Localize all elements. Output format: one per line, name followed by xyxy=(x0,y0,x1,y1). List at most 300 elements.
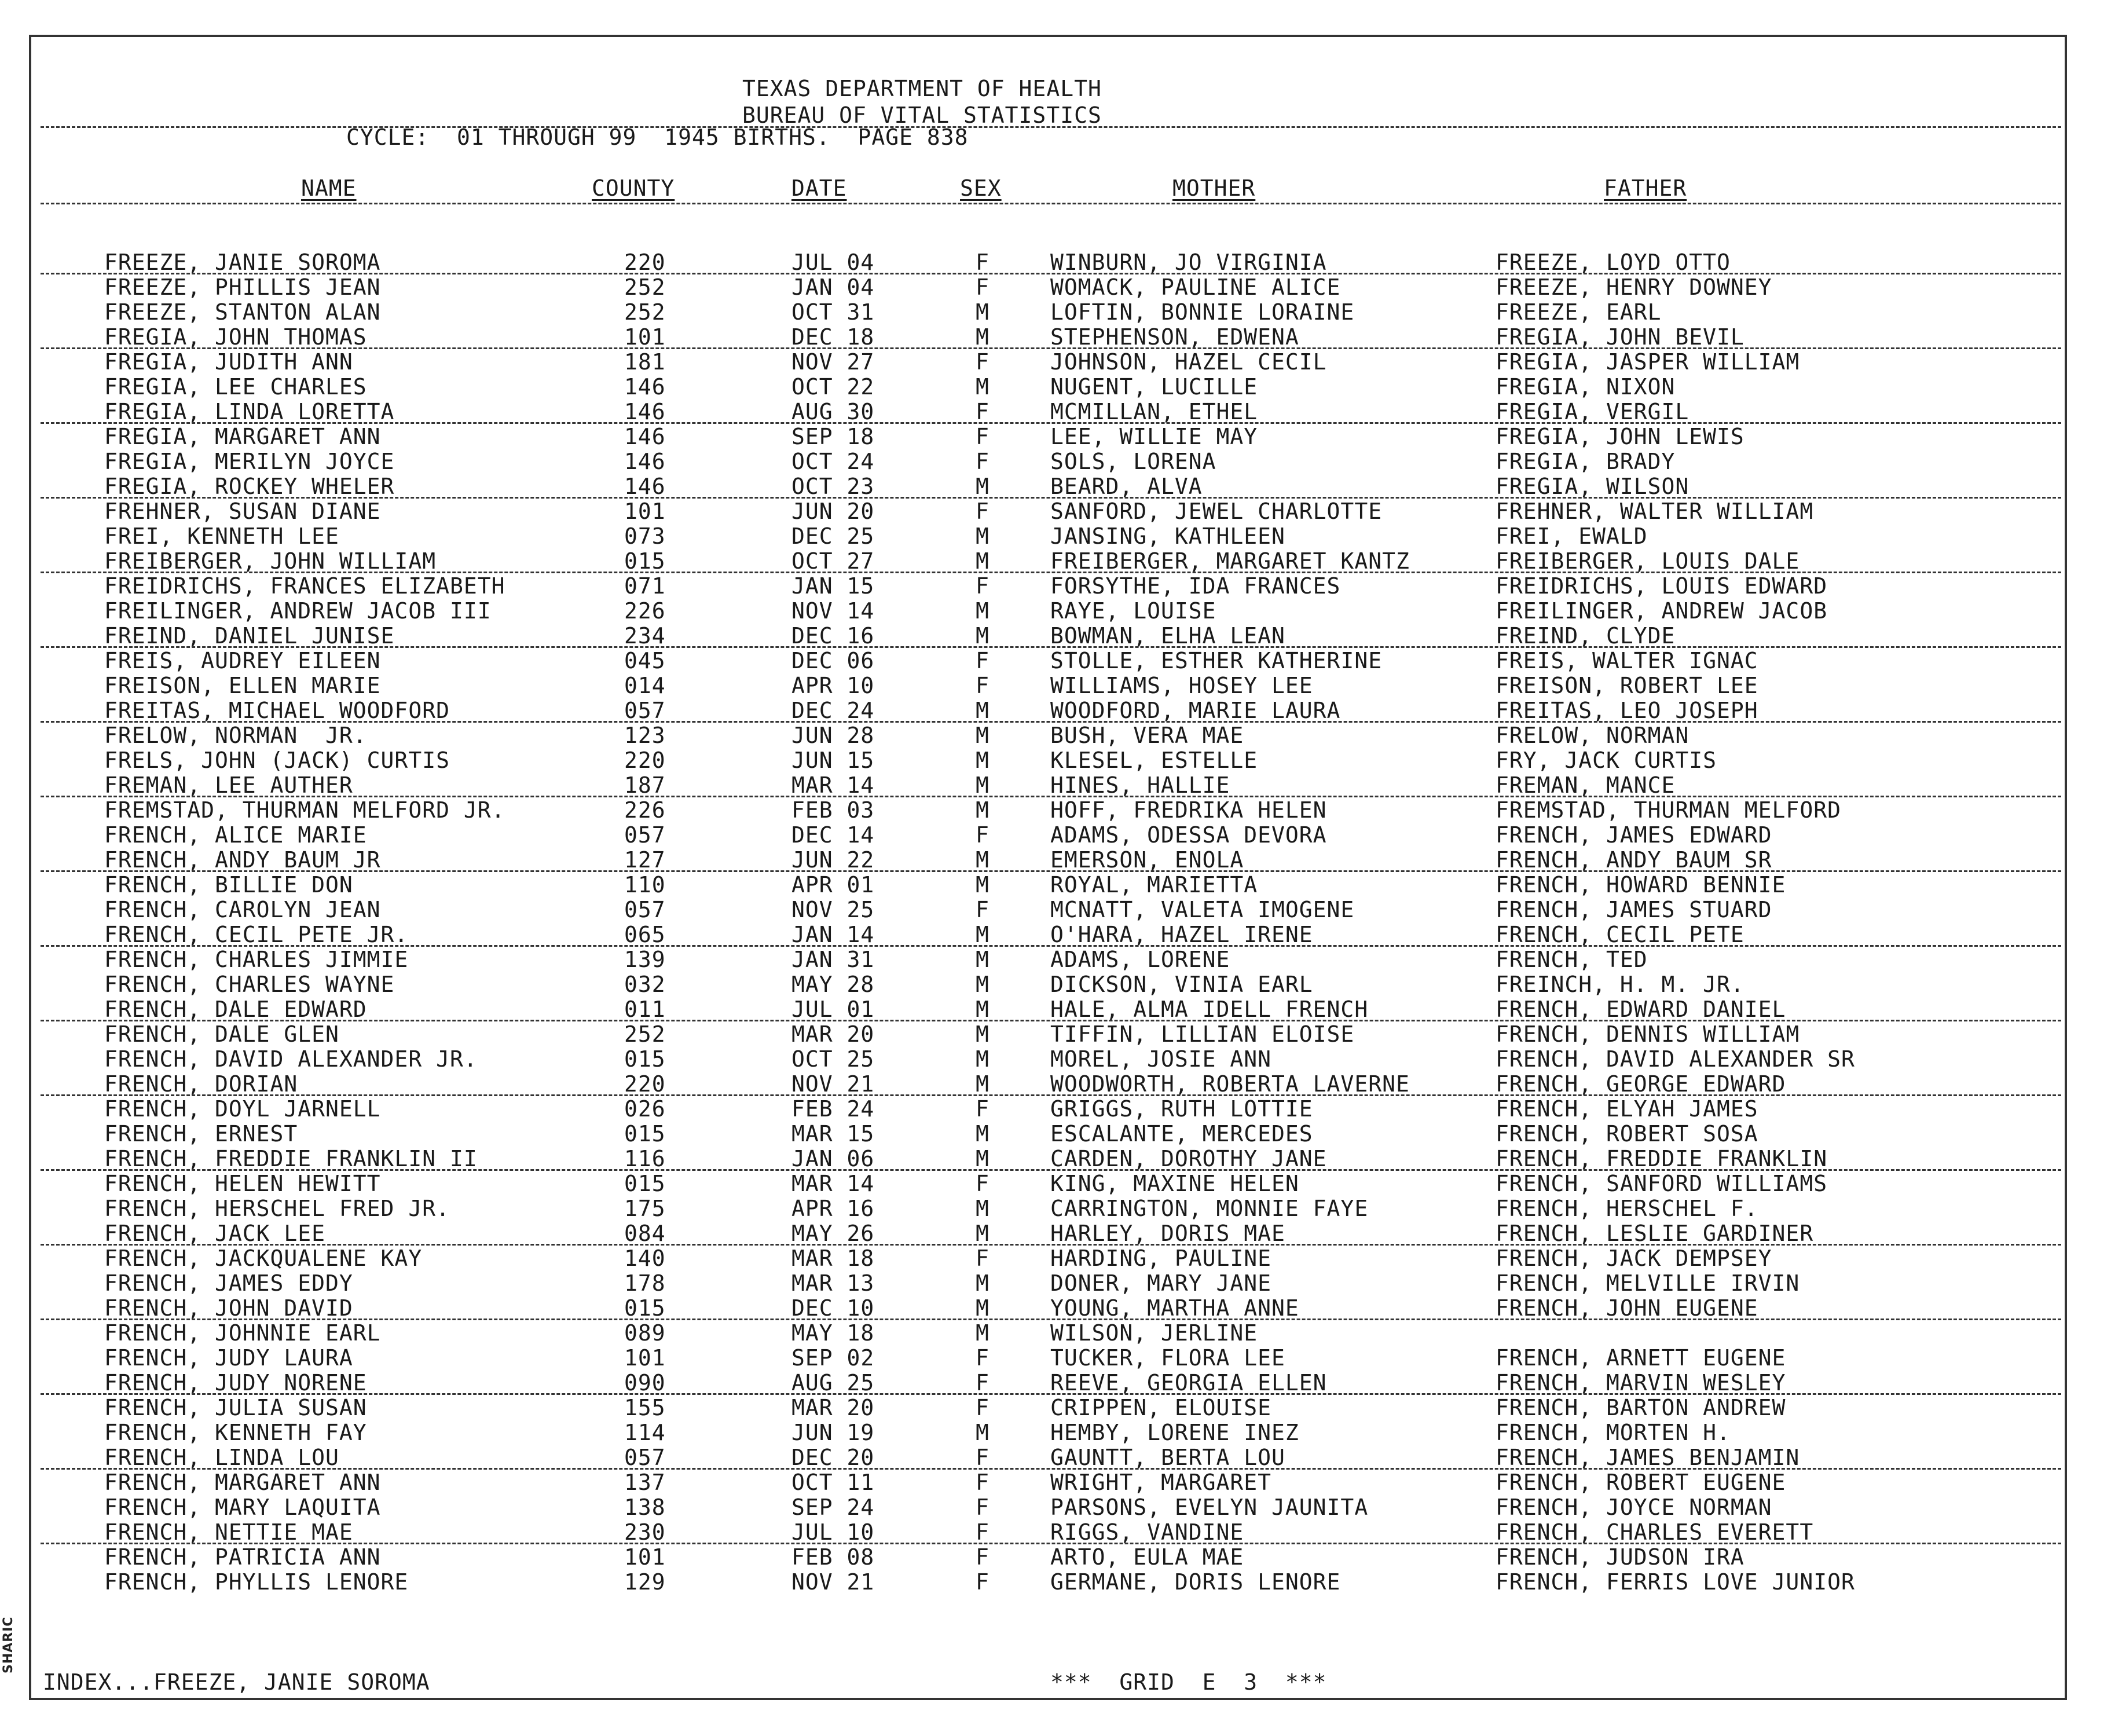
record-sex: M xyxy=(976,623,989,649)
record-date: JUN 19 xyxy=(791,1420,875,1445)
record-row xyxy=(0,250,2111,275)
record-row xyxy=(0,1396,2111,1420)
record-father: FRENCH, EDWARD DANIEL xyxy=(1496,997,1786,1022)
record-county: 146 xyxy=(624,399,666,424)
margin-stamp: SHARIC xyxy=(1,1616,16,1673)
record-sex: F xyxy=(976,1445,989,1470)
record-name: FREGIA, JOHN THOMAS xyxy=(104,324,367,350)
record-name: FRENCH, PATRICIA ANN xyxy=(104,1544,381,1570)
record-father: FRENCH, JAMES STUARD xyxy=(1496,897,1772,922)
record-father: FREMSTAD, THURMAN MELFORD xyxy=(1496,797,1841,823)
record-county: 138 xyxy=(624,1495,666,1520)
record-name: FREIBERGER, JOHN WILLIAM xyxy=(104,548,437,574)
record-row xyxy=(0,599,2111,624)
record-name: FREMAN, LEE AUTHER xyxy=(104,772,353,798)
record-father: FRENCH, GEORGE EDWARD xyxy=(1496,1071,1786,1097)
record-date: SEP 24 xyxy=(791,1495,875,1520)
record-father: FRENCH, JOHN EUGENE xyxy=(1496,1295,1758,1321)
record-row xyxy=(0,673,2111,698)
record-sex: F xyxy=(976,1395,989,1420)
record-date: DEC 16 xyxy=(791,623,875,649)
grid-footer: *** GRID E 3 *** xyxy=(1050,1669,1327,1695)
record-father: FREHNER, WALTER WILLIAM xyxy=(1496,499,1814,524)
record-name: FRENCH, CECIL PETE JR. xyxy=(104,922,409,947)
record-father: FRENCH, JAMES EDWARD xyxy=(1496,822,1772,848)
record-row xyxy=(0,1196,2111,1221)
record-date: OCT 27 xyxy=(791,548,875,574)
record-sex: M xyxy=(976,723,989,748)
record-sex: M xyxy=(976,1121,989,1147)
record-name: FRENCH, JACK LEE xyxy=(104,1221,326,1246)
record-date: NOV 21 xyxy=(791,1569,875,1595)
record-mother: TIFFIN, LILLIAN ELOISE xyxy=(1050,1021,1355,1047)
record-mother: ARTO, EULA MAE xyxy=(1050,1544,1244,1570)
record-mother: MOREL, JOSIE ANN xyxy=(1050,1046,1272,1072)
record-sex: M xyxy=(976,1420,989,1445)
record-father: FRENCH, ARNETT EUGENE xyxy=(1496,1345,1786,1371)
record-date: JUL 10 xyxy=(791,1519,875,1545)
record-father: FRENCH, BARTON ANDREW xyxy=(1496,1395,1786,1420)
record-county: 015 xyxy=(624,1295,666,1321)
record-row xyxy=(0,972,2111,997)
record-county: 071 xyxy=(624,573,666,599)
record-sex: M xyxy=(976,474,989,499)
record-row xyxy=(0,275,2111,300)
record-date: AUG 30 xyxy=(791,399,875,424)
record-county: 057 xyxy=(624,897,666,922)
record-date: MAR 18 xyxy=(791,1246,875,1271)
record-county: 057 xyxy=(624,822,666,848)
record-father: FREMAN, MANCE xyxy=(1496,772,1676,798)
record-name: FRENCH, DAVID ALEXANDER JR. xyxy=(104,1046,478,1072)
record-row xyxy=(0,1495,2111,1520)
record-county: 101 xyxy=(624,1544,666,1570)
record-county: 252 xyxy=(624,274,666,300)
record-father: FRENCH, CHARLES EVERETT xyxy=(1496,1519,1814,1545)
record-mother: WOODWORTH, ROBERTA LAVERNE xyxy=(1050,1071,1410,1097)
record-father: FREINCH, H. M. JR. xyxy=(1496,972,1744,997)
record-father: FREITAS, LEO JOSEPH xyxy=(1496,698,1758,723)
record-father: FRENCH, CECIL PETE xyxy=(1496,922,1744,947)
record-date: FEB 03 xyxy=(791,797,875,823)
record-row xyxy=(0,1420,2111,1445)
record-name: FREISON, ELLEN MARIE xyxy=(104,673,381,698)
record-mother: TUCKER, FLORA LEE xyxy=(1050,1345,1285,1371)
record-name: FREGIA, MARGARET ANN xyxy=(104,424,381,449)
record-mother: ADAMS, LORENE xyxy=(1050,947,1230,972)
record-name: FRENCH, ALICE MARIE xyxy=(104,822,367,848)
record-row xyxy=(0,773,2111,798)
record-county: 123 xyxy=(624,723,666,748)
record-county: 011 xyxy=(624,997,666,1022)
record-father: FREIDRICHS, LOUIS EDWARD xyxy=(1496,573,1828,599)
record-county: 175 xyxy=(624,1196,666,1221)
record-father: FRENCH, DENNIS WILLIAM xyxy=(1496,1021,1800,1047)
record-mother: JANSING, KATHLEEN xyxy=(1050,523,1285,549)
record-name: FRENCH, LINDA LOU xyxy=(104,1445,339,1470)
record-mother: WOMACK, PAULINE ALICE xyxy=(1050,274,1341,300)
record-sex: F xyxy=(976,897,989,922)
record-father: FREILINGER, ANDREW JACOB xyxy=(1496,598,1828,624)
record-mother: DICKSON, VINIA EARL xyxy=(1050,972,1313,997)
record-county: 116 xyxy=(624,1146,666,1171)
record-sex: M xyxy=(976,1295,989,1321)
record-mother: FREIBERGER, MARGARET KANTZ xyxy=(1050,548,1410,574)
record-date: MAY 26 xyxy=(791,1221,875,1246)
record-name: FREGIA, JUDITH ANN xyxy=(104,349,353,375)
record-date: DEC 10 xyxy=(791,1295,875,1321)
record-father: FREGIA, JOHN BEVIL xyxy=(1496,324,1744,350)
record-date: MAR 20 xyxy=(791,1021,875,1047)
record-county: 057 xyxy=(624,698,666,723)
record-row xyxy=(0,748,2111,773)
record-county: 230 xyxy=(624,1519,666,1545)
record-mother: SANFORD, JEWEL CHARLOTTE xyxy=(1050,499,1383,524)
record-date: MAY 28 xyxy=(791,972,875,997)
record-sex: M xyxy=(976,1046,989,1072)
record-name: FRENCH, DORIAN xyxy=(104,1071,298,1097)
record-mother: PARSONS, EVELYN JAUNITA xyxy=(1050,1495,1369,1520)
record-father: FRENCH, SANFORD WILLIAMS xyxy=(1496,1171,1828,1196)
record-row xyxy=(0,474,2111,499)
record-father: FRENCH, FERRIS LOVE JUNIOR xyxy=(1496,1569,1855,1595)
record-mother: O'HARA, HAZEL IRENE xyxy=(1050,922,1313,947)
record-sex: M xyxy=(976,598,989,624)
record-row xyxy=(0,898,2111,922)
record-date: JUN 20 xyxy=(791,499,875,524)
record-name: FREITAS, MICHAEL WOODFORD xyxy=(104,698,450,723)
record-name: FREGIA, ROCKEY WHELER xyxy=(104,474,395,499)
record-county: 101 xyxy=(624,1345,666,1371)
record-sex: M xyxy=(976,1320,989,1346)
record-county: 220 xyxy=(624,250,666,275)
index-footer: INDEX...FREEZE, JANIE SOROMA xyxy=(43,1669,430,1695)
record-row xyxy=(0,350,2111,375)
record-mother: WINBURN, JO VIRGINIA xyxy=(1050,250,1327,275)
record-sex: F xyxy=(976,822,989,848)
record-row xyxy=(0,524,2111,549)
record-mother: HARLEY, DORIS MAE xyxy=(1050,1221,1285,1246)
record-row xyxy=(0,1296,2111,1321)
record-row xyxy=(0,300,2111,325)
record-sex: F xyxy=(976,573,989,599)
record-name: FREGIA, MERILYN JOYCE xyxy=(104,449,395,474)
record-mother: SOLS, LORENA xyxy=(1050,449,1216,474)
record-name: FRENCH, CAROLYN JEAN xyxy=(104,897,381,922)
record-father: FRENCH, MORTEN H. xyxy=(1496,1420,1731,1445)
record-county: 057 xyxy=(624,1445,666,1470)
record-county: 084 xyxy=(624,1221,666,1246)
record-sex: M xyxy=(976,997,989,1022)
record-sex: F xyxy=(976,1246,989,1271)
record-father: FRENCH, FREDDIE FRANKLIN xyxy=(1496,1146,1828,1171)
record-name: FRENCH, DALE GLEN xyxy=(104,1021,339,1047)
record-date: NOV 25 xyxy=(791,897,875,922)
record-county: 015 xyxy=(624,548,666,574)
record-date: NOV 27 xyxy=(791,349,875,375)
record-county: 015 xyxy=(624,1121,666,1147)
record-name: FRENCH, HERSCHEL FRED JR. xyxy=(104,1196,450,1221)
record-mother: WILLIAMS, HOSEY LEE xyxy=(1050,673,1313,698)
record-name: FRENCH, JULIA SUSAN xyxy=(104,1395,367,1420)
record-county: 155 xyxy=(624,1395,666,1420)
record-date: OCT 11 xyxy=(791,1470,875,1495)
record-mother: ADAMS, ODESSA DEVORA xyxy=(1050,822,1327,848)
record-county: 073 xyxy=(624,523,666,549)
record-date: AUG 25 xyxy=(791,1370,875,1396)
record-name: FRENCH, KENNETH FAY xyxy=(104,1420,367,1445)
record-date: DEC 06 xyxy=(791,648,875,673)
record-name: FRENCH, BILLIE DON xyxy=(104,872,353,898)
record-sex: F xyxy=(976,424,989,449)
record-date: MAR 13 xyxy=(791,1270,875,1296)
record-county: 220 xyxy=(624,1071,666,1097)
record-name: FRENCH, DALE EDWARD xyxy=(104,997,367,1022)
column-header-county: COUNTY xyxy=(592,175,675,201)
record-county: 032 xyxy=(624,972,666,997)
record-date: OCT 22 xyxy=(791,374,875,400)
record-father: FRENCH, TED xyxy=(1496,947,1648,972)
record-name: FRENCH, MARY LAQUITA xyxy=(104,1495,381,1520)
record-county: 015 xyxy=(624,1046,666,1072)
record-sex: F xyxy=(976,648,989,673)
record-sex: M xyxy=(976,922,989,947)
record-mother: HARDING, PAULINE xyxy=(1050,1246,1272,1271)
record-county: 101 xyxy=(624,499,666,524)
record-father: FREGIA, BRADY xyxy=(1496,449,1676,474)
record-county: 226 xyxy=(624,797,666,823)
record-row xyxy=(0,848,2111,873)
record-sex: F xyxy=(976,1470,989,1495)
record-mother: CARDEN, DOROTHY JANE xyxy=(1050,1146,1327,1171)
record-name: FRELOW, NORMAN JR. xyxy=(104,723,367,748)
record-row xyxy=(0,1271,2111,1296)
record-county: 089 xyxy=(624,1320,666,1346)
record-mother: BEARD, ALVA xyxy=(1050,474,1203,499)
record-county: 129 xyxy=(624,1569,666,1595)
record-row xyxy=(0,549,2111,574)
record-row xyxy=(0,400,2111,424)
record-county: 226 xyxy=(624,598,666,624)
record-county: 234 xyxy=(624,623,666,649)
record-sex: M xyxy=(976,1146,989,1171)
report-subtitle: BUREAU OF VITAL STATISTICS xyxy=(742,102,1102,128)
record-name: FRENCH, CHARLES JIMMIE xyxy=(104,947,409,972)
record-father: FRENCH, JOYCE NORMAN xyxy=(1496,1495,1772,1520)
record-sex: M xyxy=(976,797,989,823)
report-title: TEXAS DEPARTMENT OF HEALTH xyxy=(742,76,1102,101)
record-row xyxy=(0,499,2111,524)
record-sex: M xyxy=(976,698,989,723)
record-row xyxy=(0,325,2111,350)
record-county: 014 xyxy=(624,673,666,698)
record-date: MAR 20 xyxy=(791,1395,875,1420)
record-father: FREEZE, EARL xyxy=(1496,299,1662,325)
record-county: 026 xyxy=(624,1096,666,1122)
record-row xyxy=(0,922,2111,947)
record-sex: M xyxy=(976,523,989,549)
record-father: FREEZE, LOYD OTTO xyxy=(1496,250,1731,275)
record-sex: M xyxy=(976,772,989,798)
column-header-name: NAME xyxy=(301,175,357,201)
record-row xyxy=(0,947,2111,972)
record-name: FRENCH, JUDY NORENE xyxy=(104,1370,367,1396)
record-date: DEC 14 xyxy=(791,822,875,848)
record-mother: BUSH, VERA MAE xyxy=(1050,723,1244,748)
record-name: FREEZE, JANIE SOROMA xyxy=(104,250,381,275)
record-mother: STOLLE, ESTHER KATHERINE xyxy=(1050,648,1383,673)
record-father: FRENCH, HERSCHEL F. xyxy=(1496,1196,1758,1221)
record-sex: M xyxy=(976,548,989,574)
record-row xyxy=(0,798,2111,823)
record-date: DEC 18 xyxy=(791,324,875,350)
record-mother: BOWMAN, ELHA LEAN xyxy=(1050,623,1285,649)
record-name: FRENCH, JACKQUALENE KAY xyxy=(104,1246,423,1271)
record-mother: REEVE, GEORGIA ELLEN xyxy=(1050,1370,1327,1396)
record-date: OCT 24 xyxy=(791,449,875,474)
record-county: 220 xyxy=(624,748,666,773)
record-father: FREIBERGER, LOUIS DALE xyxy=(1496,548,1800,574)
record-father: FREEZE, HENRY DOWNEY xyxy=(1496,274,1772,300)
record-county: 252 xyxy=(624,299,666,325)
record-row xyxy=(0,1470,2111,1495)
record-sex: M xyxy=(976,847,989,873)
record-county: 178 xyxy=(624,1270,666,1296)
record-county: 252 xyxy=(624,1021,666,1047)
record-date: NOV 21 xyxy=(791,1071,875,1097)
record-date: APR 01 xyxy=(791,872,875,898)
record-father: FREIS, WALTER IGNAC xyxy=(1496,648,1758,673)
record-date: MAR 14 xyxy=(791,1171,875,1196)
record-mother: CARRINGTON, MONNIE FAYE xyxy=(1050,1196,1369,1221)
record-name: FRENCH, JOHNNIE EARL xyxy=(104,1320,381,1346)
record-row xyxy=(0,1346,2111,1371)
record-row xyxy=(0,1122,2111,1147)
record-sex: F xyxy=(976,250,989,275)
record-mother: DONER, MARY JANE xyxy=(1050,1270,1272,1296)
record-sex: F xyxy=(976,1171,989,1196)
record-sex: F xyxy=(976,1544,989,1570)
record-father: FREGIA, JOHN LEWIS xyxy=(1496,424,1744,449)
record-father: FRENCH, JACK DEMPSEY xyxy=(1496,1246,1772,1271)
record-name: FRENCH, FREDDIE FRANKLIN II xyxy=(104,1146,478,1171)
record-sex: M xyxy=(976,872,989,898)
record-date: DEC 20 xyxy=(791,1445,875,1470)
record-name: FRENCH, DOYL JARNELL xyxy=(104,1096,381,1122)
record-name: FREMSTAD, THURMAN MELFORD JR. xyxy=(104,797,505,823)
record-father: FRENCH, ELYAH JAMES xyxy=(1496,1096,1758,1122)
record-date: JUN 15 xyxy=(791,748,875,773)
record-row xyxy=(0,1246,2111,1271)
record-row xyxy=(0,873,2111,898)
record-name: FREILINGER, ANDREW JACOB III xyxy=(104,598,492,624)
record-sex: M xyxy=(976,1270,989,1296)
record-father: FREGIA, WILSON xyxy=(1496,474,1689,499)
record-mother: FORSYTHE, IDA FRANCES xyxy=(1050,573,1341,599)
record-mother: GRIGGS, RUTH LOTTIE xyxy=(1050,1096,1313,1122)
record-father: FREI, EWALD xyxy=(1496,523,1648,549)
record-row xyxy=(0,1022,2111,1047)
record-county: 181 xyxy=(624,349,666,375)
record-date: JAN 31 xyxy=(791,947,875,972)
record-sex: F xyxy=(976,274,989,300)
record-name: FREIDRICHS, FRANCES ELIZABETH xyxy=(104,573,505,599)
record-name: FRELS, JOHN (JACK) CURTIS xyxy=(104,748,450,773)
record-sex: M xyxy=(976,1021,989,1047)
record-sex: F xyxy=(976,1495,989,1520)
record-name: FRENCH, JAMES EDDY xyxy=(104,1270,353,1296)
record-sex: F xyxy=(976,673,989,698)
record-date: JAN 15 xyxy=(791,573,875,599)
record-name: FREIS, AUDREY EILEEN xyxy=(104,648,381,673)
record-mother: YOUNG, MARTHA ANNE xyxy=(1050,1295,1299,1321)
record-row xyxy=(0,574,2111,599)
record-mother: HALE, ALMA IDELL FRENCH xyxy=(1050,997,1369,1022)
record-sex: M xyxy=(976,972,989,997)
record-father: FRENCH, HOWARD BENNIE xyxy=(1496,872,1786,898)
record-name: FREHNER, SUSAN DIANE xyxy=(104,499,381,524)
record-sex: F xyxy=(976,349,989,375)
record-county: 187 xyxy=(624,772,666,798)
record-date: SEP 02 xyxy=(791,1345,875,1371)
record-date: APR 10 xyxy=(791,673,875,698)
record-father: FRENCH, MELVILLE IRVIN xyxy=(1496,1270,1800,1296)
record-name: FRENCH, MARGARET ANN xyxy=(104,1470,381,1495)
record-sex: F xyxy=(976,1096,989,1122)
record-sex: F xyxy=(976,1370,989,1396)
record-name: FRENCH, PHYLLIS LENORE xyxy=(104,1569,409,1595)
record-sex: M xyxy=(976,299,989,325)
record-name: FRENCH, ERNEST xyxy=(104,1121,298,1147)
record-row xyxy=(0,424,2111,449)
record-father: FREIND, CLYDE xyxy=(1496,623,1676,649)
record-row xyxy=(0,649,2111,673)
record-sex: M xyxy=(976,1196,989,1221)
record-father: FRENCH, ANDY BAUM SR xyxy=(1496,847,1772,873)
record-row xyxy=(0,1570,2111,1595)
record-father: FRENCH, MARVIN WESLEY xyxy=(1496,1370,1786,1396)
record-name: FRENCH, JOHN DAVID xyxy=(104,1295,353,1321)
record-mother: EMERSON, ENOLA xyxy=(1050,847,1244,873)
record-date: JUN 22 xyxy=(791,847,875,873)
record-name: FREEZE, PHILLIS JEAN xyxy=(104,274,381,300)
record-mother: RAYE, LOUISE xyxy=(1050,598,1216,624)
record-name: FRENCH, NETTIE MAE xyxy=(104,1519,353,1545)
record-row xyxy=(0,1545,2111,1570)
record-county: 015 xyxy=(624,1171,666,1196)
record-sex: F xyxy=(976,1345,989,1371)
record-name: FREEZE, STANTON ALAN xyxy=(104,299,381,325)
record-row xyxy=(0,1221,2111,1246)
record-mother: CRIPPEN, ELOUISE xyxy=(1050,1395,1272,1420)
record-date: JAN 06 xyxy=(791,1146,875,1171)
record-mother: LEE, WILLIE MAY xyxy=(1050,424,1258,449)
record-mother: HINES, HALLIE xyxy=(1050,772,1230,798)
record-father: FRELOW, NORMAN xyxy=(1496,723,1689,748)
record-row xyxy=(0,1171,2111,1196)
record-sex: F xyxy=(976,399,989,424)
record-father: FREGIA, NIXON xyxy=(1496,374,1676,400)
record-county: 090 xyxy=(624,1370,666,1396)
record-date: MAR 15 xyxy=(791,1121,875,1147)
record-row xyxy=(0,1371,2111,1396)
record-date: MAY 18 xyxy=(791,1320,875,1346)
record-mother: MCMILLAN, ETHEL xyxy=(1050,399,1258,424)
record-row xyxy=(0,375,2111,400)
record-name: FREIND, DANIEL JUNISE xyxy=(104,623,395,649)
record-row xyxy=(0,624,2111,649)
record-mother: HEMBY, LORENE INEZ xyxy=(1050,1420,1299,1445)
